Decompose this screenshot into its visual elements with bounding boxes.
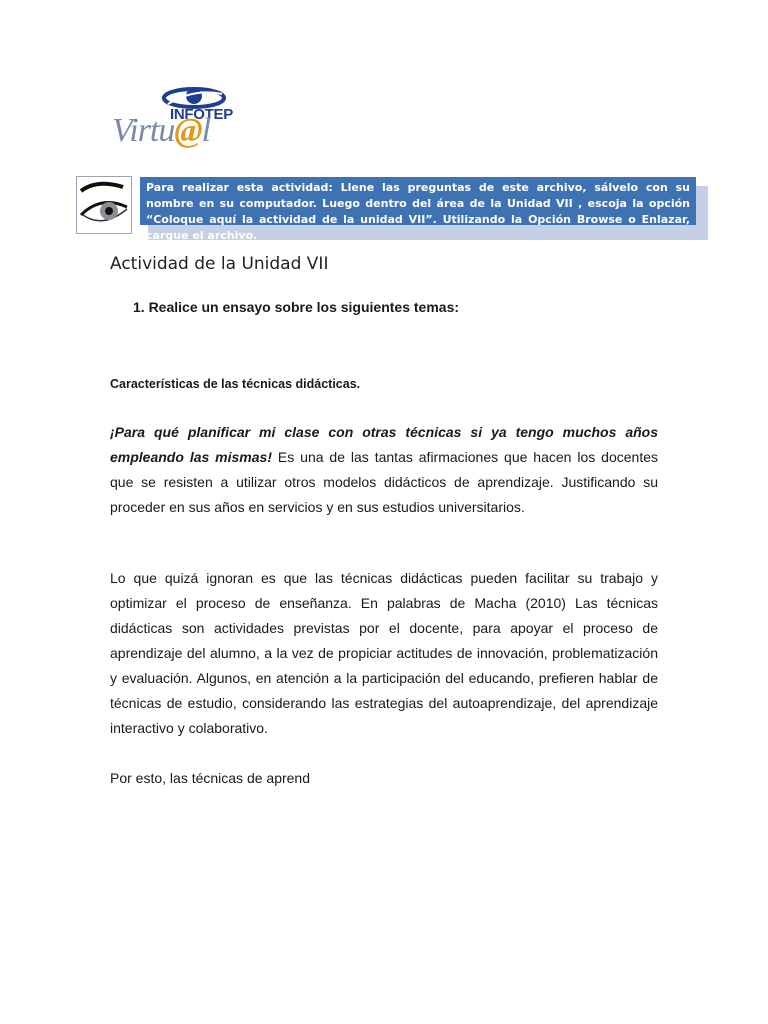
- eye-illustration: [76, 176, 132, 234]
- paragraph-1: [110, 420, 658, 520]
- paragraph-2: Lo que quizá ignoran es que las técnicas didácticas pueden facilitar su trabajo y optimizar el proceso de enseñanza. En palabras de Macha (2010) Las técnicas didácticas son actividades previstas por el docente, para apoyar el proceso de aprendizaje del alumno, a la vez de propiciar actitudes de innovación, problematización y evaluación. Algunos, en atención a la participación del educando, prefieren hablar de técnicas de estudio, considerando las estrategias del autoaprendizaje, del aprendizaje interactivo y colaborativo.: [110, 570, 658, 736]
- paragraph-1-text: Es una de las tantas afirmaciones que hacen los docentes que se resisten a utilizar otros modelos didácticos de aprendizaje. Justificando su proceder en sus años en servicios y en sus estudios universitarios.: [110, 449, 658, 515]
- instructions-banner: Para realizar esta actividad: Llene las preguntas de este archivo, sálvelo con su nombre en su computador. Luego dentro del área de la Unidad VII , escoja la opción “Coloque aquí la actividad de la unidad VII”. Utilizando la Opción Browse o Enlazar, cargue el archivo.: [140, 177, 696, 225]
- eye-icon: [77, 177, 131, 233]
- logo-virtual-text: Virtu@l: [112, 112, 211, 149]
- infotep-virtual-logo: [108, 84, 238, 150]
- paragraph-1-emphasis: ¡Para qué planificar mi clase con otras técnicas si ya tengo muchos años empleando las mismas!: [110, 424, 658, 465]
- section-subtitle: Características de las técnicas didácticas.: [110, 377, 361, 391]
- page-title: Actividad de la Unidad VII: [110, 254, 329, 274]
- paragraph-3: Por esto, las técnicas de aprend: [110, 770, 311, 786]
- logo-infotep-text: INFOTEP: [170, 106, 233, 123]
- question-1: 1. Realice un ensayo sobre los siguientes temas:: [133, 299, 460, 315]
